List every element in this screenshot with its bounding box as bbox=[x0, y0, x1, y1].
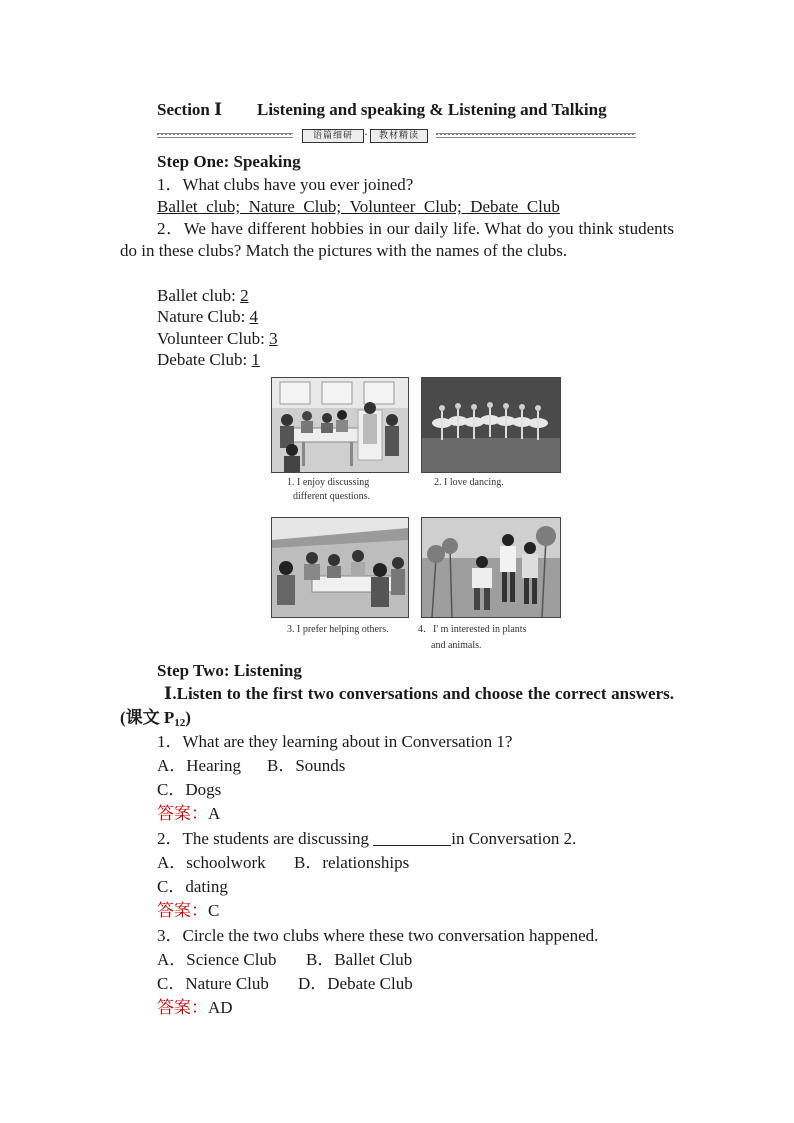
match-nature bbox=[157, 306, 258, 327]
caption-4-line1: 4．I' m interested in plants bbox=[418, 624, 527, 635]
photo-ballet-dancers bbox=[421, 377, 561, 473]
photo-plants bbox=[421, 517, 561, 618]
step-one-title: Step One: Speaking bbox=[157, 152, 301, 171]
match-value: 2 bbox=[240, 286, 249, 305]
q2-text-after: in Conversation 2. bbox=[451, 829, 577, 848]
q2-option-b: B．relationships bbox=[294, 853, 410, 872]
caption-2: 2. I love dancing. bbox=[434, 477, 504, 488]
answer-label: 答案： bbox=[157, 901, 208, 920]
photo-volunteers bbox=[271, 517, 409, 618]
q2-option-a: A．schoolwork bbox=[157, 853, 266, 872]
q1-option-b: B．Sounds bbox=[267, 756, 346, 775]
q2-answer bbox=[157, 900, 219, 921]
answer-label: 答案： bbox=[157, 804, 208, 823]
answer-value: C bbox=[208, 901, 220, 920]
answer-label: 答案： bbox=[157, 998, 208, 1017]
q3-answer bbox=[157, 997, 233, 1018]
match-ballet bbox=[157, 285, 249, 306]
instruction-text: Ⅰ.Listen to the first two conversations and choose the correct answers.(课文 P bbox=[120, 684, 674, 727]
banner-tag-left: 语篇细研 bbox=[302, 129, 364, 143]
q3-option-a: A．Science Club bbox=[157, 950, 277, 969]
instruction-end: ) bbox=[185, 708, 191, 727]
q1-option-a: A．Hearing bbox=[157, 756, 242, 775]
banner-tag-right: 教材精读 bbox=[370, 129, 428, 143]
question-1: 1．What clubs have you ever joined? bbox=[157, 175, 414, 194]
caption-4-line2: and animals. bbox=[431, 640, 482, 651]
q1-option-c: C．Dogs bbox=[157, 780, 222, 799]
step-two-title: Step Two: Listening bbox=[157, 661, 302, 680]
listening-question-3: 3．Circle the two clubs where these two conversation happened. bbox=[157, 926, 599, 945]
listening-question-1: 1．What are they learning about in Conversation 1? bbox=[157, 732, 513, 751]
question-1-answer: Ballet_club;_Nature_Club;_Volunteer_Club;_Debate_Club bbox=[157, 197, 560, 216]
caption-1-line1: 1. I enjoy discussing bbox=[287, 477, 370, 488]
q3-option-d: D．Debate Club bbox=[298, 974, 413, 993]
q2-option-c: C．dating bbox=[157, 877, 228, 896]
question-2 bbox=[120, 218, 674, 262]
question-2-text: 2．We have different hobbies in our daily life. What do you think students do in these clubs? Match the pictures with the names of the clubs. bbox=[120, 219, 674, 260]
listening-instruction bbox=[120, 682, 674, 735]
match-volunteer bbox=[157, 328, 278, 349]
caption-3: 3. I prefer helping others. bbox=[287, 624, 389, 635]
banner-dot: · bbox=[364, 127, 368, 141]
answer-value: AD bbox=[208, 998, 233, 1017]
banner-rule-right bbox=[436, 133, 636, 138]
listening-question-2 bbox=[157, 828, 576, 849]
photo-debate-classroom bbox=[271, 377, 409, 473]
instruction-page-sub: 12 bbox=[174, 717, 186, 729]
match-label: Debate Club: bbox=[157, 350, 252, 369]
q3-option-c: C．Nature Club bbox=[157, 974, 269, 993]
section-title: Listening and speaking & Listening and Talking bbox=[257, 100, 607, 119]
match-label: Volunteer Club: bbox=[157, 329, 270, 348]
match-debate bbox=[157, 349, 260, 370]
caption-1-line2: different questions. bbox=[293, 491, 371, 502]
match-value: 1 bbox=[251, 350, 260, 369]
q2-text-before: 2．The students are discussing bbox=[157, 829, 374, 848]
match-value: 3 bbox=[269, 329, 278, 348]
section-label: Section Ⅰ bbox=[157, 100, 223, 119]
q2-blank bbox=[373, 830, 451, 846]
banner-rule-left bbox=[157, 133, 293, 138]
answer-value: A bbox=[208, 804, 221, 823]
match-value: 4 bbox=[249, 307, 259, 326]
q1-answer bbox=[157, 803, 220, 824]
match-label: Nature Club: bbox=[157, 307, 250, 326]
match-label: Ballet club: bbox=[157, 286, 241, 305]
q3-option-b: B．Ballet Club bbox=[306, 950, 413, 969]
